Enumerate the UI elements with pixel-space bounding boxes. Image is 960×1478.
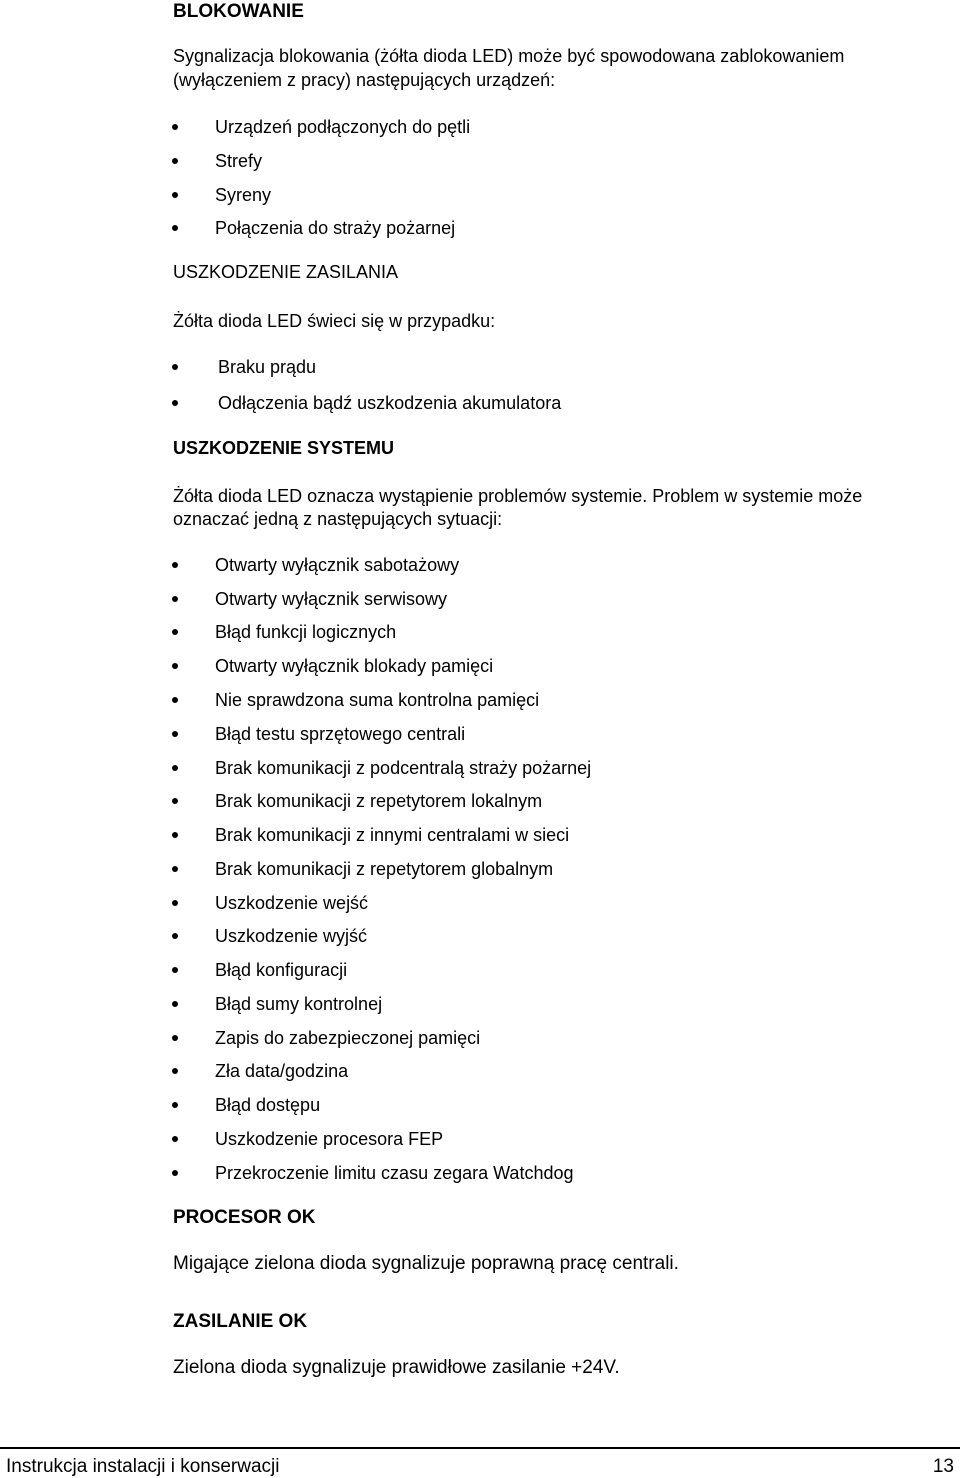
bullet-icon [172, 1170, 178, 1176]
blokowanie-intro-line1: Sygnalizacja blokowania (żółta dioda LED) może być spowodowana zablokowaniem [173, 46, 845, 66]
list-item: Uszkodzenie wejść [215, 893, 368, 914]
bullet-icon [172, 933, 178, 939]
list-item: Błąd sumy kontrolnej [215, 994, 382, 1015]
procesor-ok-text: Migające zielona dioda sygnalizuje poprawną pracę centrali. [173, 1253, 679, 1274]
list-item: Odłączenia bądź uszkodzenia akumulatora [218, 393, 561, 414]
zasilanie-ok-text: Zielona dioda sygnalizuje prawidłowe zasilanie +24V. [173, 1357, 620, 1378]
section-title-uszkodzenie-zasilania: USZKODZENIE ZASILANIA [173, 262, 399, 282]
bullet-icon [172, 1001, 178, 1007]
section-title-blokowanie: BLOKOWANIE [173, 1, 304, 22]
list-item: Syreny [215, 185, 271, 206]
bullet-icon [172, 225, 178, 231]
bullet-icon [172, 629, 178, 635]
footer-divider [0, 1447, 960, 1449]
bullet-icon [172, 832, 178, 838]
bullet-icon [172, 967, 178, 973]
list-item: Brak komunikacji z repetytorem lokalnym [215, 791, 542, 812]
list-item: Nie sprawdzona suma kontrolna pamięci [215, 690, 539, 711]
bullet-icon [172, 900, 178, 906]
list-item: Błąd dostępu [215, 1095, 320, 1116]
bullet-icon [172, 1068, 178, 1074]
list-item: Brak komunikacji z repetytorem globalnym [215, 859, 553, 880]
list-item: Uszkodzenie procesora FEP [215, 1129, 443, 1150]
bullet-icon [172, 1102, 178, 1108]
list-item: Błąd konfiguracji [215, 960, 347, 981]
bullet-icon [172, 866, 178, 872]
page-number: 13 [932, 1456, 954, 1477]
systemu-intro-line2: oznaczać jedną z następujących sytuacji: [173, 509, 503, 529]
list-item: Strefy [215, 151, 262, 172]
list-item: Zapis do zabezpieczonej pamięci [215, 1028, 480, 1049]
list-item: Błąd funkcji logicznych [215, 622, 396, 643]
section-title-uszkodzenie-systemu: USZKODZENIE SYSTEMU [173, 438, 395, 458]
list-item: Braku prądu [218, 357, 316, 378]
bullet-icon [172, 1136, 178, 1142]
blokowanie-intro-line2: (wyłączeniem z pracy) następujących urządzeń: [173, 70, 556, 90]
list-item: Błąd testu sprzętowego centrali [215, 724, 465, 745]
bullet-icon [172, 400, 178, 406]
bullet-icon [172, 731, 178, 737]
systemu-intro-line1: Żółta dioda LED oznacza wystąpienie problemów systemie. Problem w systemie może [173, 486, 863, 506]
bullet-icon [172, 1035, 178, 1041]
bullet-icon [172, 124, 178, 130]
list-item: Połączenia do straży pożarnej [215, 218, 455, 239]
list-item: Otwarty wyłącznik blokady pamięci [215, 656, 493, 677]
bullet-icon [172, 596, 178, 602]
section-title-procesor-ok: PROCESOR OK [173, 1207, 316, 1228]
list-item: Otwarty wyłącznik serwisowy [215, 589, 447, 610]
list-item: Zła data/godzina [215, 1061, 348, 1082]
footer-document-title: Instrukcja instalacji i konserwacji [6, 1456, 280, 1477]
section-title-zasilanie-ok: ZASILANIE OK [173, 1311, 308, 1332]
zasilania-intro: Żółta dioda LED świeci się w przypadku: [173, 311, 496, 331]
list-item: Brak komunikacji z podcentralą straży pożarnej [215, 758, 591, 779]
bullet-icon [172, 798, 178, 804]
bullet-icon [172, 158, 178, 164]
bullet-icon [172, 765, 178, 771]
list-item: Brak komunikacji z innymi centralami w sieci [215, 825, 569, 846]
list-item: Otwarty wyłącznik sabotażowy [215, 555, 459, 576]
bullet-icon [172, 697, 178, 703]
bullet-icon [172, 562, 178, 568]
list-item: Przekroczenie limitu czasu zegara Watchdog [215, 1163, 574, 1184]
bullet-icon [172, 192, 178, 198]
list-item: Urządzeń podłączonych do pętli [215, 117, 470, 138]
list-item: Uszkodzenie wyjść [215, 926, 367, 947]
bullet-icon [172, 364, 178, 370]
bullet-icon [172, 663, 178, 669]
